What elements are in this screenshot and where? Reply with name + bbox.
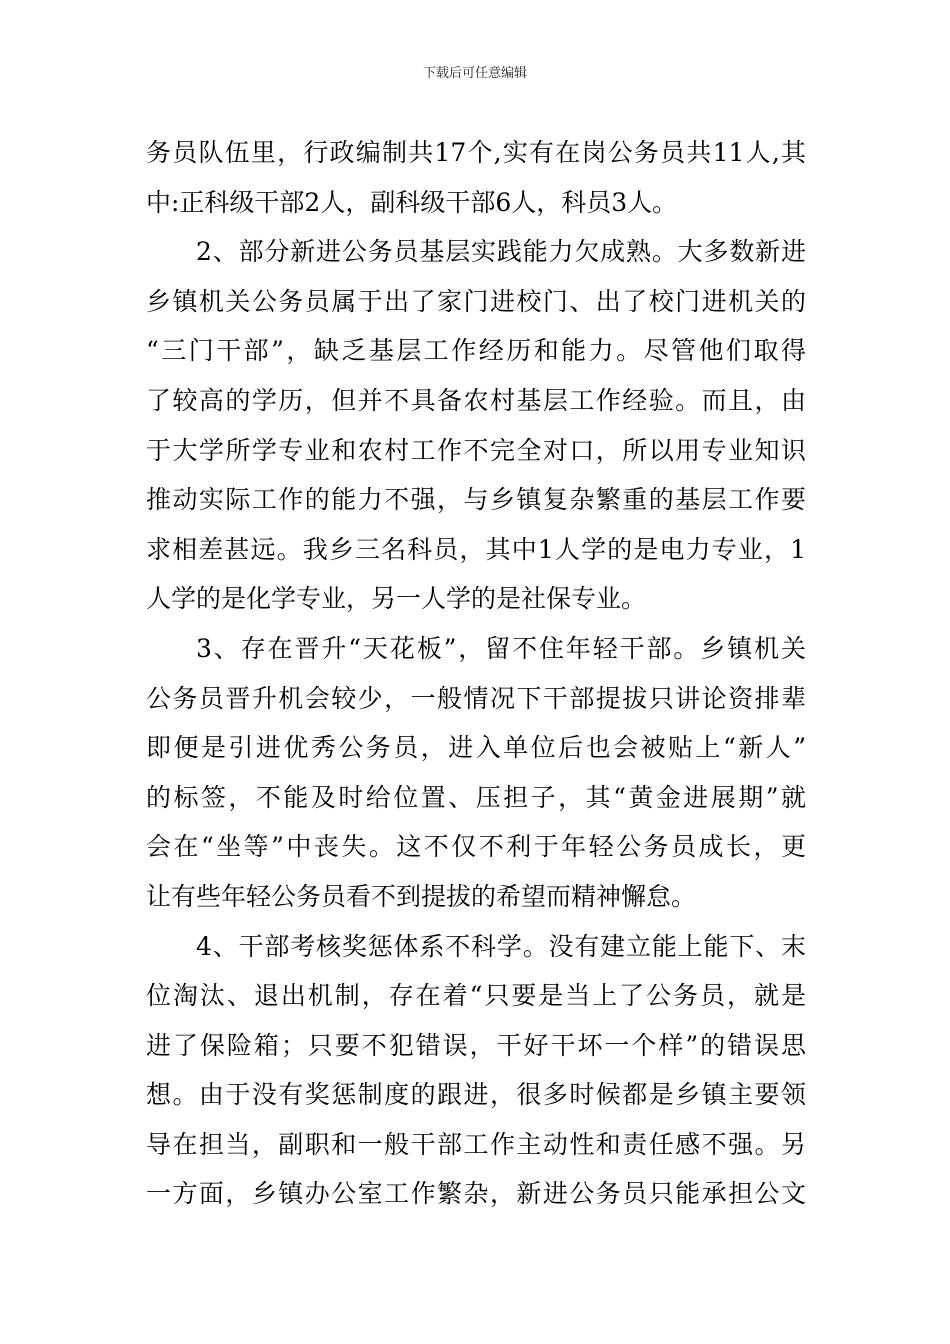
text-line: 想。由于没有奖惩制度的跟进，很多时候都是乡镇主要领 bbox=[146, 1080, 806, 1110]
text-line: 的标签，不能及时给位置、压担子，其“黄金进展期”就 bbox=[146, 782, 806, 812]
text-line: 公务员晋升机会较少，一般情况下干部提拔只讲论资排辈 bbox=[146, 683, 806, 713]
text-line: 了较高的学历，但并不具备农村基层工作经验。而且，由 bbox=[146, 385, 806, 415]
text-line: 一方面，乡镇办公室工作繁杂，新进公务员只能承担公文 bbox=[146, 1179, 806, 1209]
text-line: 求相差甚远。我乡三名科员，其中1人学的是电力专业，1 bbox=[146, 534, 806, 564]
text-line: “三门干部”，缺乏基层工作经历和能力。尽管他们取得 bbox=[146, 336, 806, 366]
text-line: 会在“坐等”中丧失。这不仅不利于年轻公务员成长，更 bbox=[146, 832, 806, 862]
text-line: 中:正科级干部2人，副科级干部6人，科员3人。 bbox=[146, 187, 678, 217]
text-line: 推动实际工作的能力不强，与乡镇复杂繁重的基层工作要 bbox=[146, 485, 806, 515]
document-body bbox=[146, 128, 806, 1219]
text-line: 进了保险箱；只要不犯错误，干好干坏一个样”的错误思 bbox=[146, 1030, 806, 1060]
text-line: 于大学所学专业和农村工作不完全对口，所以用专业知识 bbox=[146, 435, 806, 465]
text-line: 2、部分新进公务员基层实践能力欠成熟。大多数新进 bbox=[196, 237, 806, 267]
text-line: 导在担当，副职和一般干部工作主动性和责任感不强。另 bbox=[146, 1129, 806, 1159]
text-line: 即便是引进优秀公务员，进入单位后也会被贴上“新人” bbox=[146, 733, 806, 763]
page-header: 下载后可任意编辑 bbox=[422, 66, 527, 81]
text-line: 位淘汰、退出机制，存在着“只要是当上了公务员，就是 bbox=[146, 981, 806, 1011]
text-line: 4、干部考核奖惩体系不科学。没有建立能上能下、末 bbox=[196, 931, 806, 961]
text-line: 乡镇机关公务员属于出了家门进校门、出了校门进机关的 bbox=[146, 286, 806, 316]
text-line: 让有些年轻公务员看不到提拔的希望而精神懈怠。 bbox=[146, 881, 697, 911]
text-line: 3、存在晋升“天花板”，留不住年轻干部。乡镇机关 bbox=[196, 633, 806, 663]
text-line: 务员队伍里，行政编制共17个,实有在岗公务员共11人,其 bbox=[146, 138, 806, 167]
text-line: 人学的是化学专业，另一人学的是社保专业。 bbox=[146, 584, 647, 614]
